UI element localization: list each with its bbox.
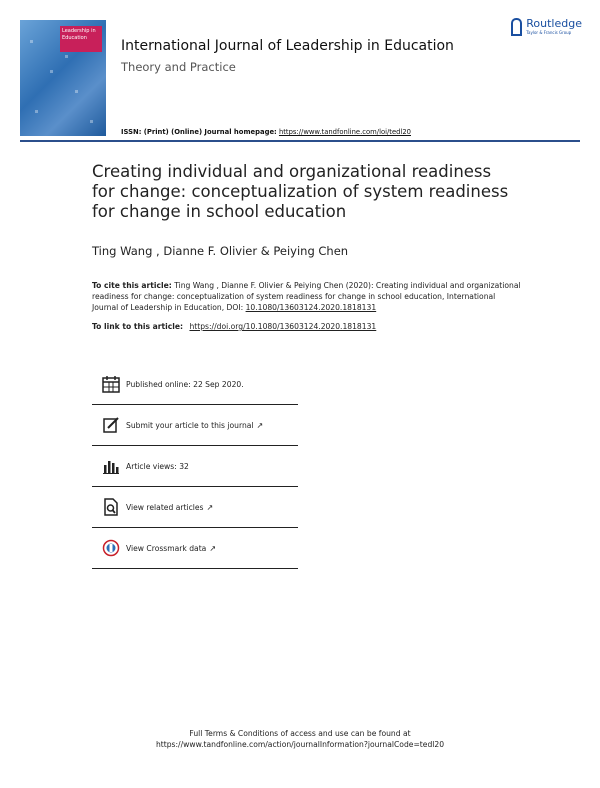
article-info-list bbox=[92, 364, 298, 569]
link-block bbox=[92, 322, 376, 331]
external-link-icon: ↗ bbox=[256, 420, 264, 430]
external-link-icon: ↗ bbox=[209, 543, 217, 553]
journal-title: International Journal of Leadership in Education bbox=[121, 38, 454, 54]
crossmark-link[interactable]: View Crossmark data bbox=[126, 543, 207, 553]
issn-line bbox=[121, 128, 411, 136]
citation-doi-link[interactable]: 10.1080/13603124.2020.1818131 bbox=[245, 303, 377, 312]
external-link-icon: ↗ bbox=[206, 502, 214, 512]
related-articles-row[interactable] bbox=[92, 487, 298, 528]
article-doi-link[interactable]: https://doi.org/10.1080/13603124.2020.1818131 bbox=[189, 322, 377, 331]
link-label: To link to this article: bbox=[92, 322, 184, 331]
submit-article-link[interactable]: Submit your article to this journal bbox=[126, 420, 254, 430]
publisher-logo bbox=[511, 18, 582, 36]
journal-homepage-link[interactable]: https://www.tandfonline.com/loi/tedl20 bbox=[278, 128, 411, 136]
citation-block bbox=[92, 280, 522, 313]
footer bbox=[0, 728, 600, 750]
footer-terms: Full Terms & Conditions of access and use can be found at bbox=[189, 729, 411, 738]
article-authors: Ting Wang , Dianne F. Olivier & Peiying Chen bbox=[92, 244, 349, 258]
publisher-tagline: Taylor & Francis Group bbox=[526, 30, 572, 35]
bar-chart-icon bbox=[100, 455, 122, 477]
citation-text: Ting Wang , Dianne F. Olivier & Peiying Chen (2020): Creating individual and organizational readiness for change: conceptualization of system readiness for change in school education, International Journal of Leadership in Education, DOI: bbox=[92, 281, 521, 312]
journal-cover bbox=[20, 20, 106, 136]
header-divider bbox=[20, 140, 580, 142]
citation-label: To cite this article: bbox=[92, 281, 172, 290]
footer-url[interactable]: https://www.tandfonline.com/action/journalInformation?journalCode=tedl20 bbox=[155, 740, 445, 749]
article-views-row bbox=[92, 446, 298, 487]
publisher-name: Routledge bbox=[526, 17, 582, 30]
journal-subtitle: Theory and Practice bbox=[121, 60, 236, 74]
cover-title: Leadership in Education bbox=[60, 26, 102, 52]
submit-icon bbox=[100, 414, 122, 436]
calendar-icon bbox=[100, 373, 122, 395]
issn-label: ISSN: (Print) (Online) Journal homepage: bbox=[121, 128, 277, 136]
routledge-logo-icon bbox=[511, 18, 522, 36]
related-articles-icon bbox=[100, 496, 122, 518]
crossmark-icon bbox=[100, 537, 122, 559]
article-views-text: Article views: 32 bbox=[126, 461, 189, 471]
published-online-row bbox=[92, 364, 298, 405]
crossmark-row[interactable] bbox=[92, 528, 298, 569]
published-online-text: Published online: 22 Sep 2020. bbox=[126, 379, 244, 389]
related-articles-link[interactable]: View related articles bbox=[126, 502, 204, 512]
submit-article-row[interactable] bbox=[92, 405, 298, 446]
article-title: Creating individual and organizational readiness for change: conceptualization of system readiness for change in school education bbox=[92, 162, 509, 221]
